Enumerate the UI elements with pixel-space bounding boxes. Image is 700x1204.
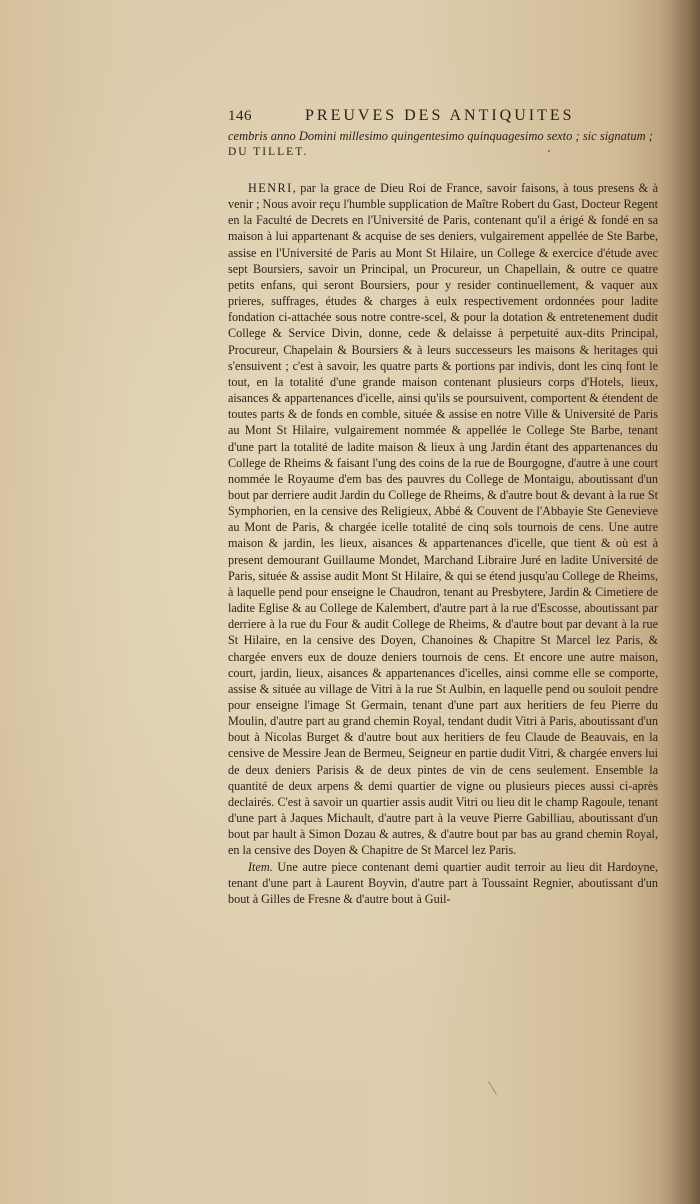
- latin-continuation-line: cembris anno Domini millesimo quingentesimo quinquagesimo sexto ; sic signatum ;: [228, 129, 653, 143]
- continuation-block: [228, 128, 658, 160]
- item-text: Une autre piece contenant demi quartier audit terroir au lieu dit Hardoyne, tenant d'une part à Laurent Boyvin, d'autre part à Toussaint Regnier, aboutissant d'un bout à Gilles de Fresne & d'autre bout à Guil-: [228, 859, 658, 906]
- page-number: 146: [228, 108, 252, 124]
- item-paragraph: [228, 859, 658, 907]
- document-body: [228, 180, 658, 907]
- running-title: PREUVES DES ANTIQUITES: [305, 107, 575, 124]
- charter-paragraph: [228, 180, 658, 859]
- ink-dot: [548, 150, 550, 152]
- signatory-line: DU TILLET.: [228, 146, 309, 158]
- page-gutter-shadow: [660, 0, 700, 1204]
- charter-text: , par la grace de Dieu Roi de France, savoir faisons, à tous presens & à venir ; Nous avoir reçu l'humble supplication de Maître Robert du Gast, Docteur Regent en la Faculté de Decrets en l'Université de Paris, contenant qu'il a érigé & fondé en sa maison à lui appartenant & acquise de ses deniers, vulgairement appellée de Ste Barbe, assise en l'Université de Paris au Mont St Hilaire, un College & exercice d'étude avec sept Boursiers, savoir un Principal, un Procureur, un Chapellain, & outre ce quatre petits enfans, qui seront Boursiers, pour y resider continuellement, & vaquer aux prieres, suffrages, études & charges à eulx respectivement ordonnées pour ladite fondation ci-attachée sous notre contre-scel, & pour la dotation & entretenement dudit College & Service Divin, donne, cede & delaisse à perpetuité aux-dits Principal, Procureur, Chapelain & Boursiers & à leurs successeurs les maisons & heritages qui s'ensuivent ; c'est à savoir, les quatre parts & portions par indivis, dont les cinq font le tout, en la totalité d'une grande maison contenant plusieurs corps d'Hotels, lieux, aisances & appartenances d'icelle, ainsi qu'ils se poursuivent, comportent & étendent de toutes parts & de fonds en comble, située & assise en notre Ville & Université de Paris au Mont St Hilaire, vulgairement nommée & appellée le College Ste Barbe, tenant d'une part la totalité de ladite maison & lieux à ung Jardin étant des appartenances du College de Rheims & faisant l'ung des coins de la rue de Bourgogne, d'autre à une court nommée le Royaume d'em bas des pauvres du College de Montaigu, aboutissant d'un bout par derriere audit Jardin du College de Rheims, & d'autre bout & devant à la rue St Symphorien, en la censive des Religieux, Abbé & Couvent de l'Abbayie Ste Genevieve au Mont de Paris, & chargée icelle totalité de cinq sols tournois de cens. Une autre maison & jardin, les lieux, aisances & appartenances d'icelle, que tient & où est à present demourant Guillaume Mondet, Marchand Libraire Juré en ladite Université de Paris, située & assise audit Mont St Hilaire, & qui se étend jusqu'au College de Rheims, à laquelle pend pour enseigne le Chaudron, tenant au Presbytere, Jardin & Cimetiere de ladite Eglise & au College de Kalembert, d'autre part à la rue d'Escosse, aboutissant par derriere à la rue du Four & audit College de Rheims, & d'autre bout par devant à la rue St Hilaire, en la censive des Doyen, Chanoines & Chapitre St Marcel lez Paris, & chargée envers eux de douze deniers tournois de cens. Et encore une autre maison, court, jardin, lieux, aisances & appartenances d'icelles, ainsi comme elle se comporte, assise & située au village de Vitri à la rue St Aulbin, en laquelle pend ou souloit pendre pour enseigne l'image St Germain, tenant d'une part aux heritiers de feu Pierre du Moulin, d'autre part au grand chemin Royal, tendant dudit Vitri à Paris, aboutissant d'un bout à Nicolas Burget & d'autre bout aux heritiers de feu Claude de Beauvais, en la censive de Messire Jean de Bermeu, Seigneur en partie dudit Vitri, & chargée envers lui de deux deniers Parisis & de deux pintes de vin de cens seulement. Ensemble la quantité de deux arpens & demi quartier de vigne ou plusieurs pieces aussi ci-après declairés. C'est à savoir un quartier assis audit Vitri ou lieu dit le champ Ragoule, tenant d'une part à Jaques Michault, d'autre part à la veuve Pierre Gabilliau, aboutissant d'un bout par hault à Simon Dozau & autres, & d'autre bout par bas au grand chemin Royal, en la censive des Doyen & Chapitre de St Marcel lez Paris.: [228, 181, 659, 858]
- item-label: Item.: [248, 859, 273, 874]
- king-name: HENRI: [248, 181, 293, 195]
- stray-pen-mark: [488, 1081, 497, 1095]
